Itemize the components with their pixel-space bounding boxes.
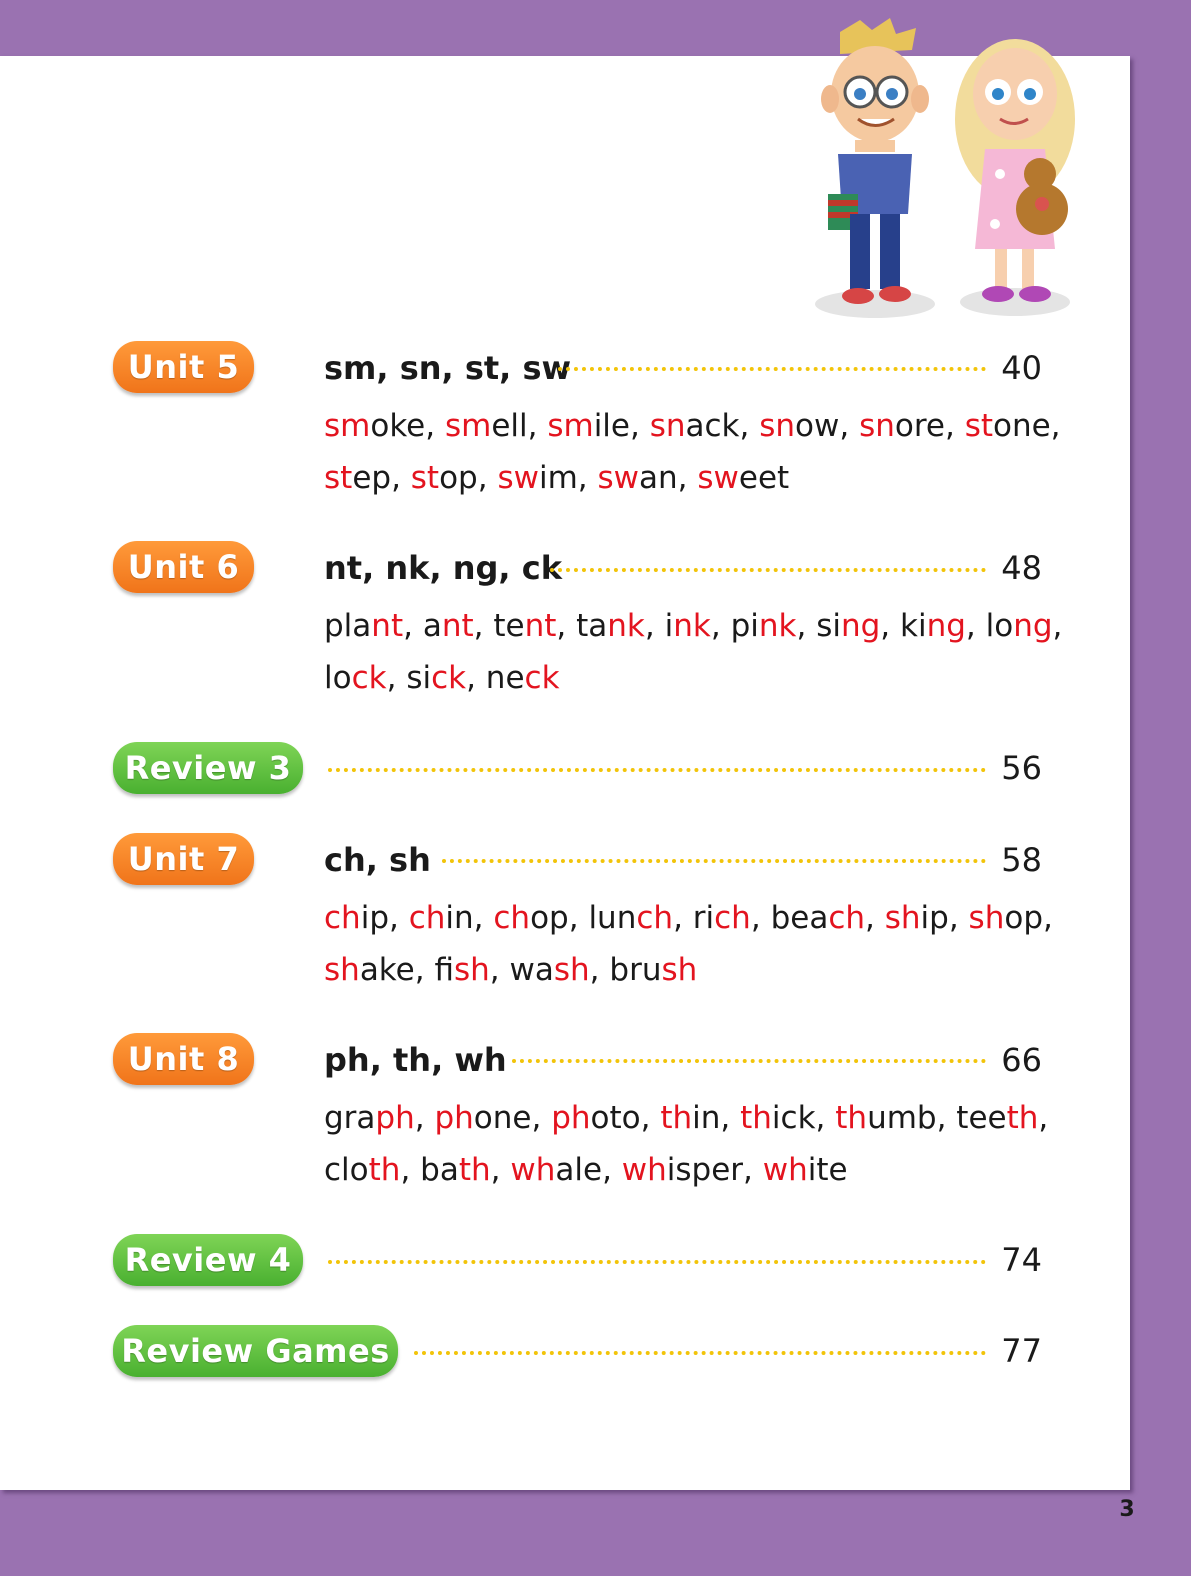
phonics-word: smoke,: [324, 408, 445, 444]
highlighted-letters: sm: [324, 408, 371, 444]
highlighted-letters: wh: [621, 1152, 667, 1188]
highlighted-letters: ph: [551, 1100, 591, 1136]
unit5-heading: sm, sn, st, sw: [324, 349, 572, 387]
unit8-leader-dots: [512, 1059, 986, 1063]
phonics-word: photo,: [551, 1100, 661, 1136]
review3-page-number[interactable]: 56: [1001, 749, 1042, 787]
phonics-word: king,: [900, 608, 986, 644]
phonics-word: brush: [609, 952, 698, 988]
phonics-word: ship,: [884, 900, 969, 936]
highlighted-letters: ch: [493, 900, 531, 936]
unit7-word-list: [324, 892, 1084, 996]
highlighted-letters: th: [660, 1100, 693, 1136]
phonics-word: cloth,: [324, 1152, 421, 1188]
review-games-leader-dots: [414, 1351, 986, 1355]
phonics-word: thin,: [660, 1100, 741, 1136]
highlighted-letters: sm: [547, 408, 594, 444]
unit7-heading: ch, sh: [324, 841, 431, 879]
girl-shadow: [960, 288, 1070, 316]
unit8-heading: ph, th, wh: [324, 1041, 507, 1079]
highlighted-letters: sh: [884, 900, 921, 936]
phonics-word: smell,: [444, 408, 548, 444]
phonics-word: sing,: [816, 608, 900, 644]
phonics-word: phone,: [434, 1100, 552, 1136]
highlighted-letters: sw: [697, 460, 739, 496]
phonics-word: chop,: [493, 900, 589, 936]
highlighted-letters: ch: [636, 900, 674, 936]
highlighted-letters: sh: [324, 952, 360, 988]
unit7-leader-dots: [442, 859, 986, 863]
highlighted-letters: st: [964, 408, 993, 444]
boy-shadow: [815, 290, 935, 318]
highlighted-letters: nt: [524, 608, 557, 644]
phonics-word: whisper,: [621, 1152, 763, 1188]
phonics-word: whale,: [510, 1152, 622, 1188]
phonics-word: tent,: [493, 608, 577, 644]
highlighted-letters: ch: [714, 900, 751, 936]
unit6-page-number[interactable]: 48: [1001, 549, 1042, 587]
phonics-word: fish,: [434, 952, 510, 988]
phonics-word: white: [762, 1152, 848, 1188]
review3-badge[interactable]: Review 3: [113, 742, 303, 794]
review3-leader-dots: [328, 768, 986, 772]
phonics-word: swan,: [597, 460, 698, 496]
highlighted-letters: nk: [673, 608, 711, 644]
highlighted-letters: st: [324, 460, 353, 496]
phonics-word: chin,: [408, 900, 494, 936]
unit7-page-number[interactable]: 58: [1001, 841, 1042, 879]
boy-figure: [821, 18, 929, 304]
highlighted-letters: th: [368, 1152, 401, 1188]
unit6-word-list: [324, 600, 1084, 704]
phonics-word: snack,: [649, 408, 760, 444]
highlighted-letters: st: [410, 460, 440, 496]
highlighted-letters: nk: [758, 608, 797, 644]
phonics-word: ink,: [664, 608, 731, 644]
highlighted-letters: ck: [431, 660, 467, 696]
unit8-words-line1: [324, 1092, 1084, 1144]
phonics-word: teeth,: [956, 1100, 1049, 1136]
unit7-words-line1: [324, 892, 1084, 944]
highlighted-letters: ck: [351, 660, 387, 696]
unit6-heading: nt, nk, ng, ck: [324, 549, 562, 587]
highlighted-letters: sn: [649, 408, 686, 444]
phonics-word: long,: [985, 608, 1063, 644]
unit5-leader-dots: [558, 367, 986, 371]
review-games-badge[interactable]: Review Games: [113, 1325, 398, 1377]
girl-figure: [955, 39, 1075, 302]
highlighted-letters: sm: [444, 408, 492, 444]
unit6-words-line2: [324, 652, 1084, 704]
review-games-page-number[interactable]: 77: [1001, 1332, 1042, 1370]
review4-badge[interactable]: Review 4: [113, 1234, 303, 1286]
phonics-word: step,: [324, 460, 411, 496]
unit6-leader-dots: [550, 568, 986, 572]
highlighted-letters: sh: [453, 952, 490, 988]
phonics-word: shake,: [324, 952, 435, 988]
unit6-words-line1: [324, 600, 1084, 652]
highlighted-letters: th: [835, 1100, 868, 1136]
phonics-word: shop,: [968, 900, 1053, 936]
highlighted-letters: sn: [859, 408, 895, 444]
highlighted-letters: wh: [762, 1152, 808, 1188]
review4-leader-dots: [328, 1260, 986, 1264]
unit8-page-number[interactable]: 66: [1001, 1041, 1042, 1079]
unit8-badge[interactable]: Unit 8: [113, 1033, 254, 1085]
highlighted-letters: wh: [510, 1152, 556, 1188]
phonics-word: pink,: [730, 608, 817, 644]
highlighted-letters: sh: [968, 900, 1005, 936]
unit5-words-line2: [324, 452, 1084, 504]
unit5-word-list: [324, 400, 1084, 504]
highlighted-letters: ng: [1013, 608, 1053, 644]
unit7-badge[interactable]: Unit 7: [113, 833, 254, 885]
highlighted-letters: ng: [840, 608, 881, 644]
unit5-page-number[interactable]: 40: [1001, 349, 1042, 387]
highlighted-letters: nt: [441, 608, 474, 644]
phonics-word: lock,: [324, 660, 407, 696]
highlighted-letters: nk: [607, 608, 645, 644]
page-number: 3: [1119, 1497, 1135, 1522]
phonics-word: plant,: [324, 608, 423, 644]
highlighted-letters: ph: [434, 1100, 474, 1136]
phonics-word: smile,: [547, 408, 650, 444]
highlighted-letters: th: [1006, 1100, 1039, 1136]
highlighted-letters: sh: [553, 952, 590, 988]
phonics-word: ant,: [422, 608, 494, 644]
unit5-words-line1: [324, 400, 1084, 452]
phonics-word: snore,: [859, 408, 965, 444]
phonics-word: graph,: [324, 1100, 435, 1136]
unit6-badge[interactable]: Unit 6: [113, 541, 254, 593]
highlighted-letters: ng: [926, 608, 966, 644]
phonics-word: stone,: [964, 408, 1061, 444]
unit7-words-line2: [324, 944, 1084, 996]
highlighted-letters: ck: [524, 660, 560, 696]
phonics-word: sick,: [406, 660, 486, 696]
review4-page-number[interactable]: 74: [1001, 1241, 1042, 1279]
highlighted-letters: ch: [324, 900, 361, 936]
phonics-word: chip,: [324, 900, 409, 936]
phonics-word: snow,: [759, 408, 860, 444]
phonics-word: sweet: [697, 460, 790, 496]
highlighted-letters: ch: [828, 900, 866, 936]
unit5-badge[interactable]: Unit 5: [113, 341, 254, 393]
phonics-word: neck: [485, 660, 560, 696]
highlighted-letters: th: [458, 1152, 491, 1188]
phonics-word: rich,: [692, 900, 771, 936]
highlighted-letters: ch: [408, 900, 446, 936]
unit8-words-line2: [324, 1144, 1084, 1196]
phonics-word: swim,: [497, 460, 598, 496]
phonics-word: stop,: [410, 460, 498, 496]
phonics-word: tank,: [576, 608, 665, 644]
phonics-word: lunch,: [588, 900, 693, 936]
kids-illustration: [800, 14, 1100, 324]
highlighted-letters: sh: [661, 952, 698, 988]
highlighted-letters: sw: [597, 460, 640, 496]
phonics-word: beach,: [770, 900, 885, 936]
phonics-word: thumb,: [835, 1100, 957, 1136]
highlighted-letters: sw: [497, 460, 539, 496]
unit8-word-list: [324, 1092, 1084, 1196]
highlighted-letters: sn: [759, 408, 796, 444]
phonics-word: wash,: [509, 952, 610, 988]
highlighted-letters: ph: [375, 1100, 415, 1136]
highlighted-letters: nt: [371, 608, 404, 644]
phonics-word: bath,: [420, 1152, 511, 1188]
phonics-word: thick,: [740, 1100, 836, 1136]
highlighted-letters: th: [740, 1100, 772, 1136]
